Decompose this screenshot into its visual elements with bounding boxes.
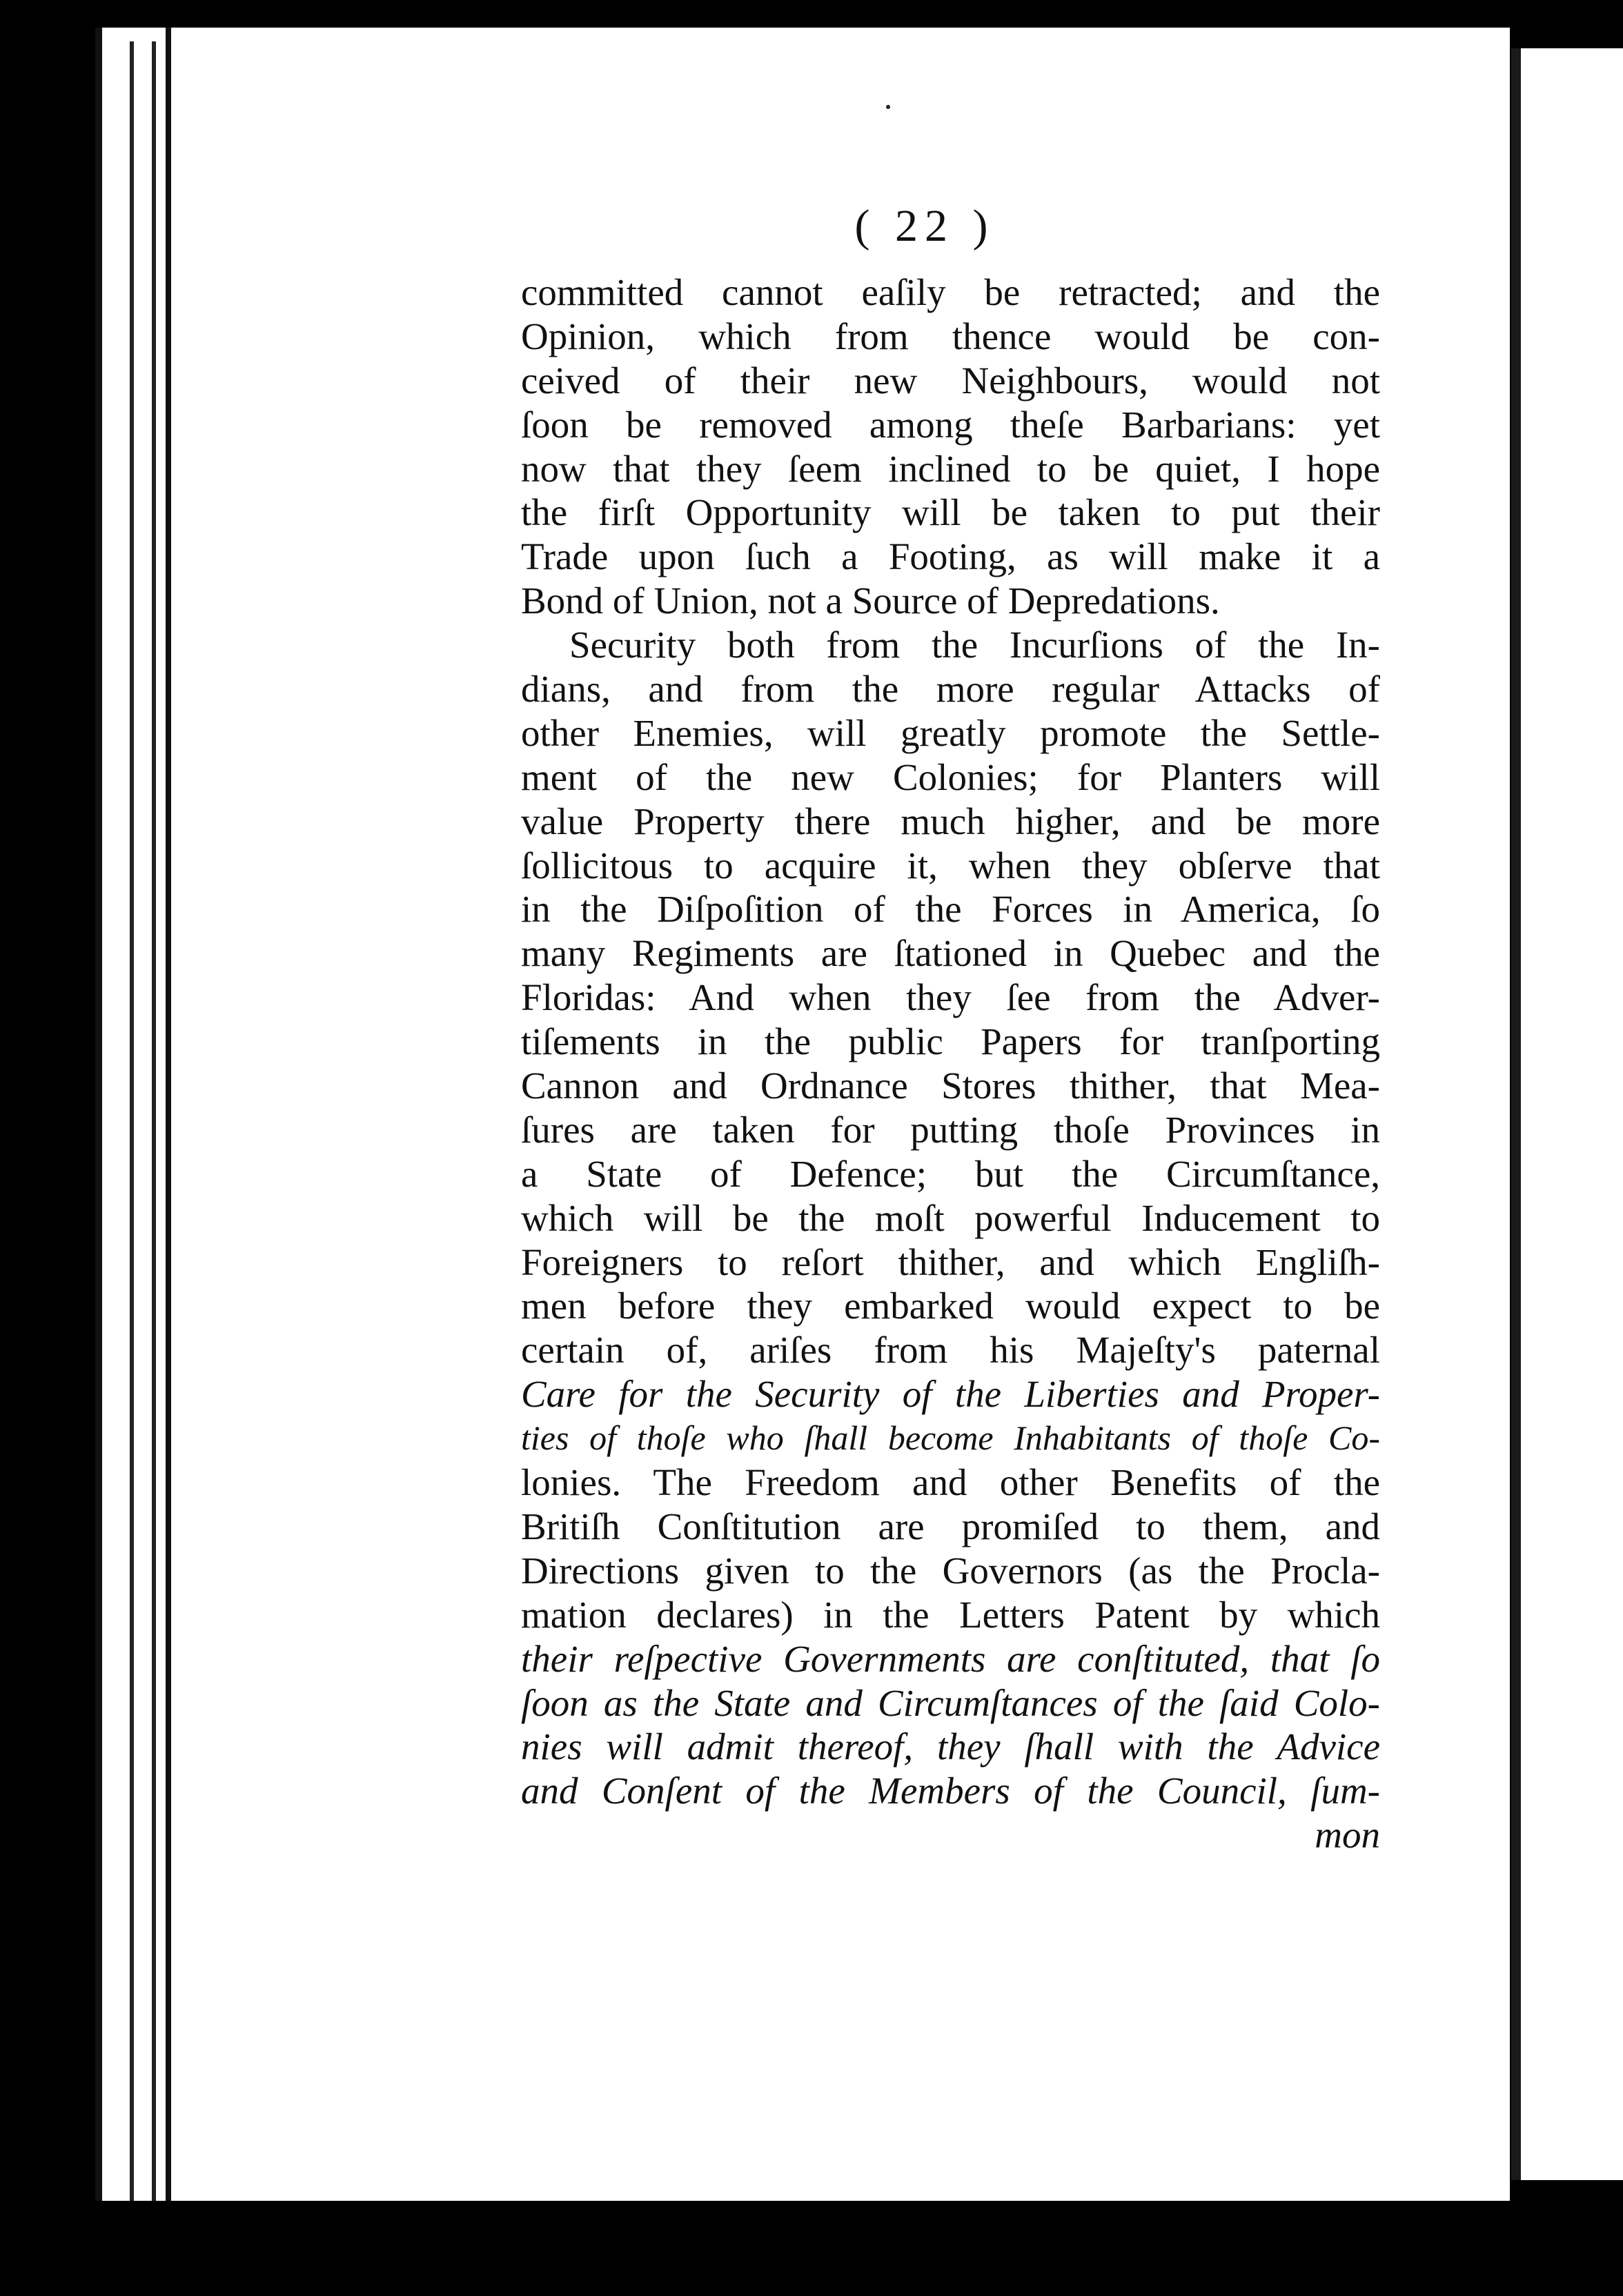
text-line: many Regiments are ſtationed in Quebec and the: [521, 932, 1380, 975]
text-line: nies will admit thereof, they ſhall with the Advice: [521, 1725, 1380, 1768]
edge-line: [152, 41, 156, 2201]
text-line: Directions given to the Governors (as the Procla-: [521, 1549, 1380, 1592]
text-line: and Conſent of the Members of the Council, ſum-: [521, 1770, 1380, 1812]
edge-line: [130, 41, 134, 2201]
text-line: other Enemies, will greatly promote the Settle-: [521, 711, 1380, 754]
text-line: ſollicitous to acquire it, when they obſerve that: [521, 844, 1380, 887]
text-line: men before they embarked would expect to be: [521, 1285, 1380, 1327]
text-line: Opinion, which from thence would be con-: [521, 315, 1380, 357]
text-line: ſures are taken for putting thoſe Provinces in: [521, 1108, 1380, 1151]
text-line: Bond of Union, not a Source of Depredations.: [521, 580, 1220, 622]
text-line: mation declares) in the Letters Patent by which: [521, 1593, 1380, 1636]
text-line: tiſements in the public Papers for tranſporting: [521, 1020, 1380, 1063]
text-line: Security both from the Incurſions of the In-: [569, 624, 1380, 666]
text-line: now that they ſeem inclined to be quiet, I hope: [521, 447, 1380, 490]
text-line: ment of the new Colonies; for Planters will: [521, 755, 1380, 798]
catchword: mon: [1315, 1814, 1380, 1857]
text-line: in the Diſpoſition of the Forces in America, ſo: [521, 888, 1380, 931]
text-line: their reſpective Governments are conſtituted, that ſo: [521, 1637, 1380, 1680]
text-line: ties of thoſe who ſhall become Inhabitants of thoſe Co-: [521, 1418, 1380, 1458]
text-line: value Property there much higher, and be more: [521, 800, 1380, 842]
text-line: dians, and from the more regular Attacks of: [521, 668, 1380, 711]
page-number: ( 22 ): [854, 201, 995, 251]
text-line: ſoon as the State and Circumſtances of the ſaid Colo-: [521, 1681, 1380, 1724]
text-line: Foreigners to reſort thither, and which Engliſh-: [521, 1240, 1380, 1283]
text-line: Cannon and Ordnance Stores thither, that Mea-: [521, 1065, 1380, 1107]
text-line: committed cannot eaſily be retracted; and the: [521, 271, 1380, 313]
text-line: certain of, ariſes from his Majeſty's paternal: [521, 1329, 1380, 1372]
text-line: ſoon be removed among theſe Barbarians: yet: [521, 403, 1380, 446]
text-line: a State of Defence; but the Circumſtance,: [521, 1152, 1380, 1195]
text-line: Care for the Security of the Liberties and Proper-: [521, 1373, 1380, 1416]
text-line: ceived of their new Neighbours, would not: [521, 359, 1380, 402]
text-line: Trade upon ſuch a Footing, as will make it a: [521, 535, 1380, 578]
text-line: Britiſh Conſtitution are promiſed to them, and: [521, 1505, 1380, 1547]
text-line: the firſt Opportunity will be taken to put their: [521, 491, 1380, 534]
facing-page-edge: [1511, 48, 1623, 2180]
text-line: Floridas: And when they ſee from the Adver-: [521, 976, 1380, 1019]
body-text: [521, 270, 1380, 1857]
text-line: which will be the moſt powerful Inducement to: [521, 1196, 1380, 1239]
text-line: lonies. The Freedom and other Benefits of the: [521, 1461, 1380, 1504]
ink-speck: [886, 105, 890, 109]
